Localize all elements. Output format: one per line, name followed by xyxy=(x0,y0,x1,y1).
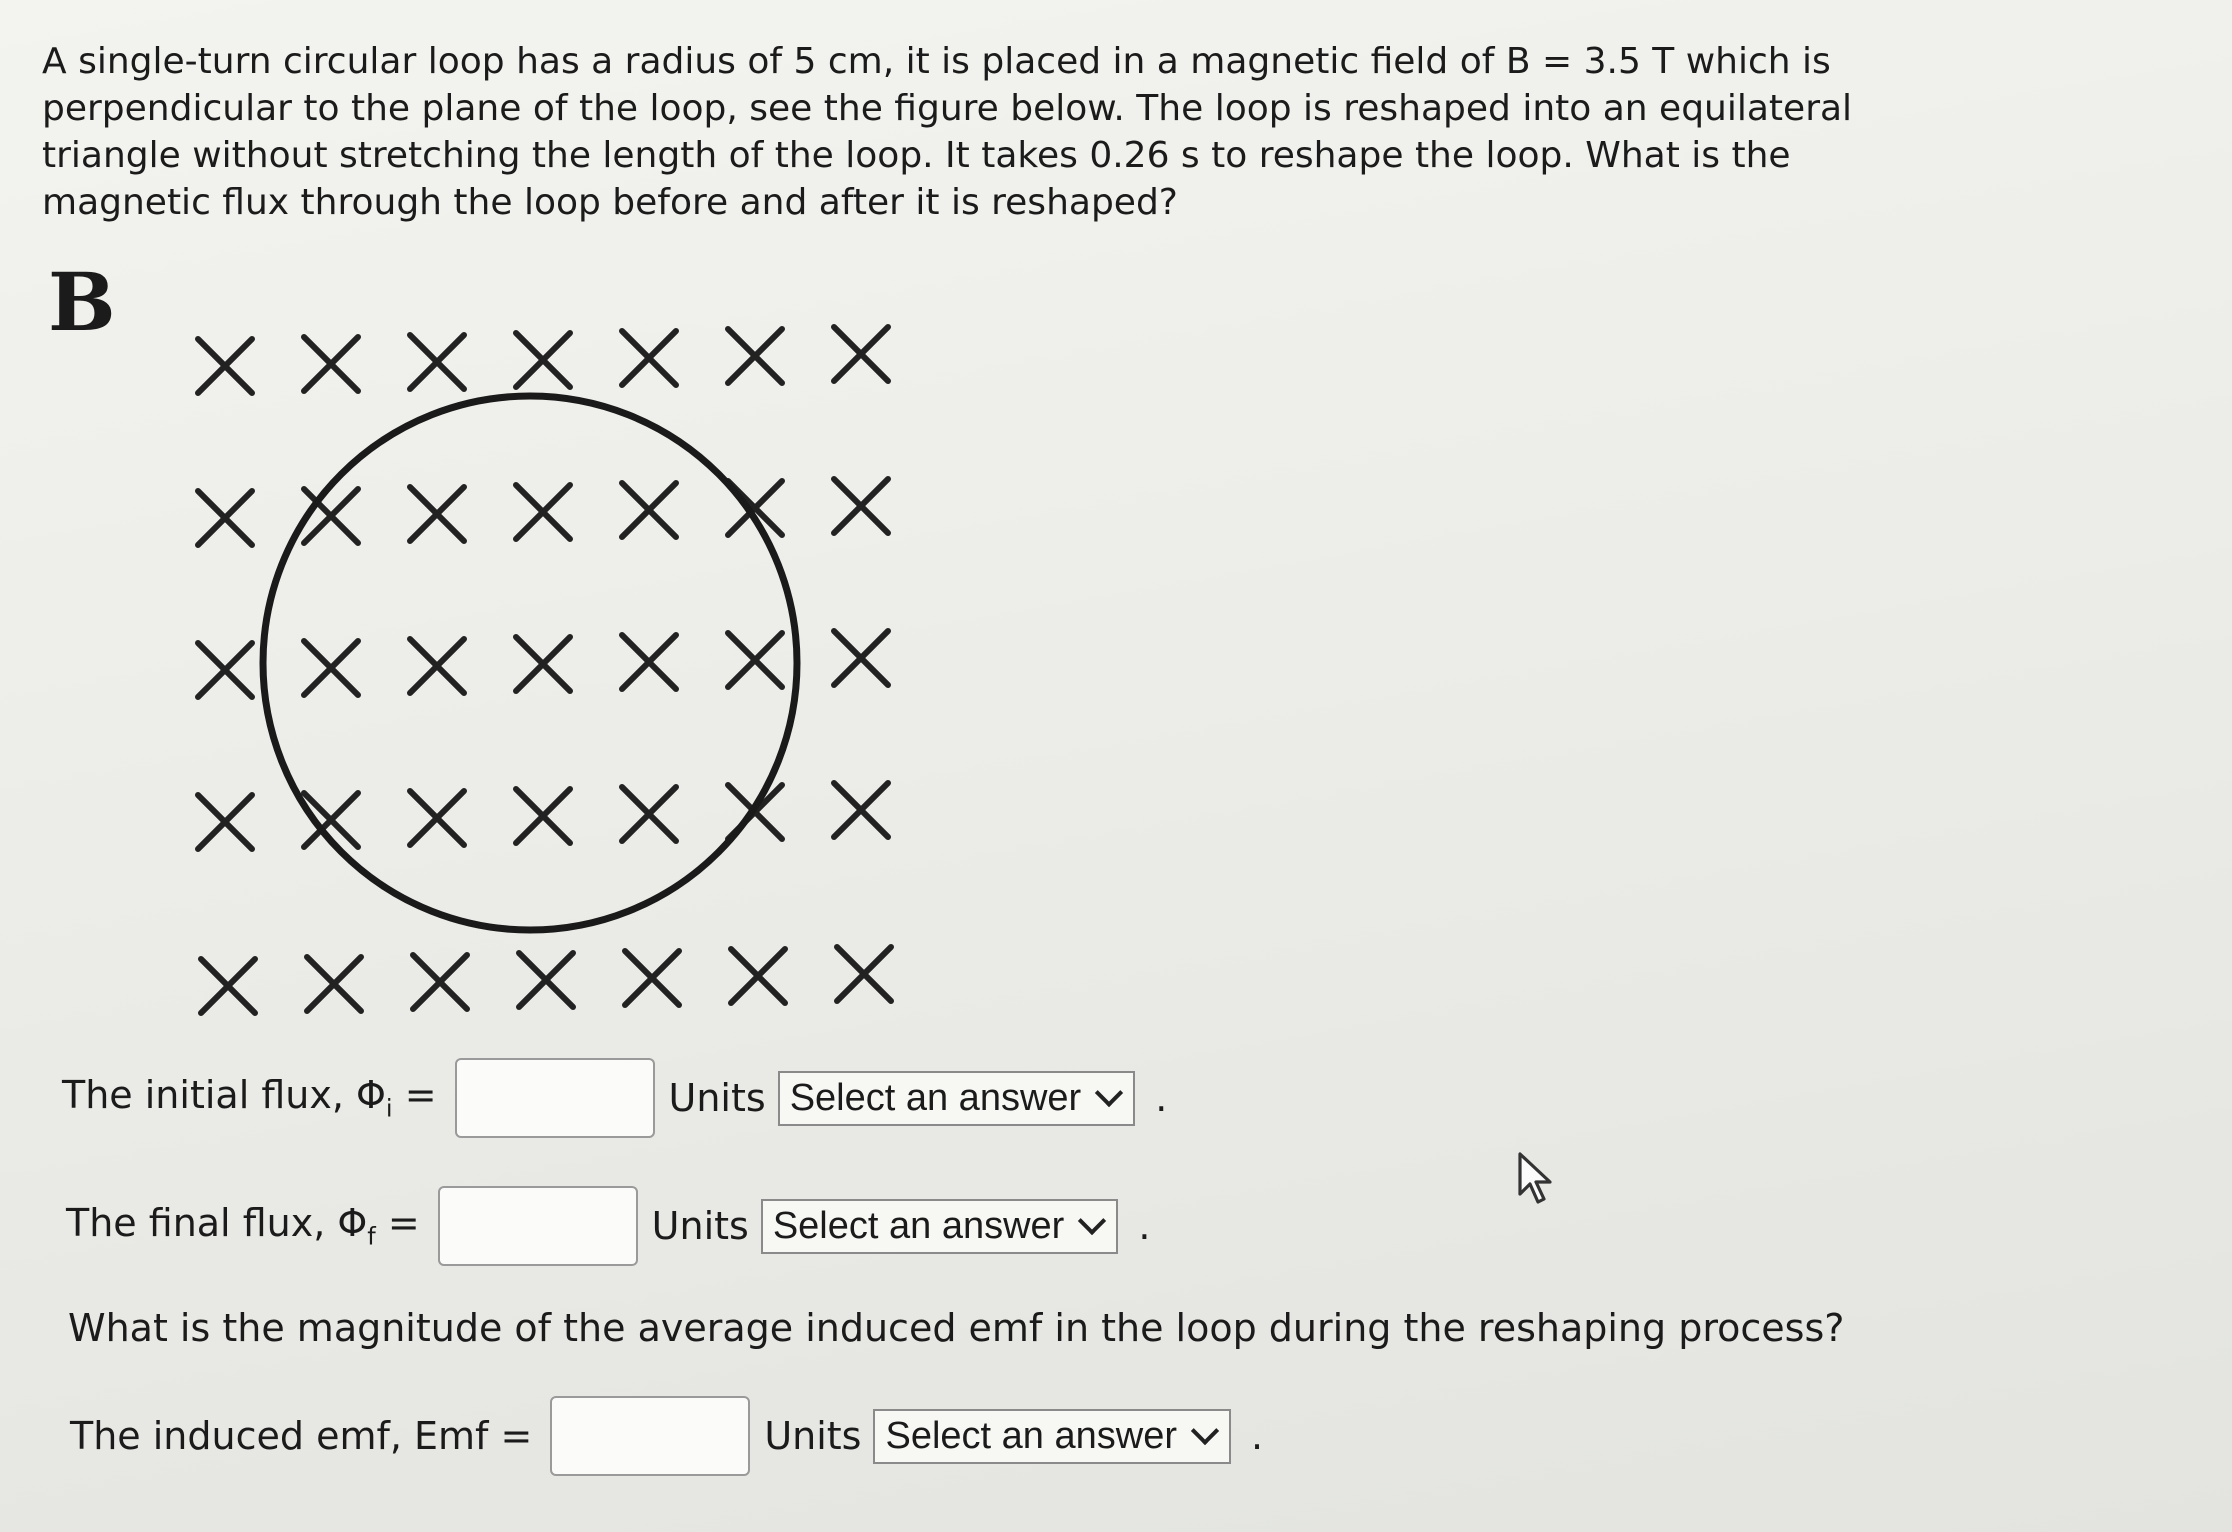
field-x-mark xyxy=(198,795,252,849)
emf-input[interactable] xyxy=(550,1396,750,1476)
chevron-down-icon xyxy=(1095,1079,1123,1107)
magnetic-field-figure xyxy=(0,0,1300,1040)
field-x-mark xyxy=(198,339,252,393)
field-x-mark xyxy=(516,637,570,691)
field-x-mark xyxy=(622,787,676,841)
chevron-down-icon xyxy=(1191,1417,1219,1445)
initial-flux-period: . xyxy=(1155,1076,1168,1120)
final-flux-units-select-value: Select an answer xyxy=(772,1204,1065,1247)
field-x-mark xyxy=(622,635,676,689)
initial-flux-units-label: Units xyxy=(668,1076,766,1120)
field-x-mark xyxy=(410,335,464,389)
field-x-marks xyxy=(198,327,891,1013)
field-x-mark xyxy=(834,327,888,381)
field-x-mark xyxy=(410,639,464,693)
field-x-mark xyxy=(625,951,679,1005)
field-x-mark xyxy=(728,329,782,383)
emf-label: The induced emf, Emf = xyxy=(70,1414,533,1458)
field-x-mark xyxy=(516,789,570,843)
emf-units-select[interactable] xyxy=(873,1409,1231,1464)
field-x-mark xyxy=(304,489,358,543)
field-x-mark xyxy=(413,955,467,1009)
initial-flux-label: The initial flux, $\Phi_i$ = xyxy=(62,1073,437,1123)
initial-flux-row xyxy=(62,1058,1167,1138)
field-x-mark xyxy=(519,953,573,1007)
field-x-mark xyxy=(837,947,891,1001)
final-flux-period: . xyxy=(1138,1204,1151,1248)
final-flux-row xyxy=(66,1186,1150,1266)
field-label: B xyxy=(48,255,116,349)
field-x-mark xyxy=(622,331,676,385)
emf-row xyxy=(70,1396,1263,1476)
mouse-pointer-icon xyxy=(1516,1150,1560,1206)
chevron-down-icon xyxy=(1078,1207,1106,1235)
field-x-mark xyxy=(410,487,464,541)
initial-flux-units-select[interactable] xyxy=(778,1071,1136,1126)
field-x-mark xyxy=(307,957,361,1011)
field-x-mark xyxy=(304,337,358,391)
emf-question-text: What is the magnitude of the average induced emf in the loop during the reshaping process? xyxy=(68,1306,1845,1350)
emf-period: . xyxy=(1250,1414,1264,1458)
field-x-mark xyxy=(834,479,888,533)
emf-units-label: Units xyxy=(764,1414,862,1458)
field-x-mark xyxy=(834,631,888,685)
field-x-mark xyxy=(516,485,570,539)
circular-loop xyxy=(263,396,797,930)
question-text: A single-turn circular loop has a radius of 5 cm, it is placed in a magnetic field of B = 3.5 T which is perpendicular to the plane of the loop, see the figure below. The loop is reshaped into an equilateral triangle without stretching the length of the loop. It takes 0.26 s to reshape the loop. What is the magnetic flux through the loop before and after it is reshaped? xyxy=(42,41,1853,223)
final-flux-label: The final flux, $\Phi_f$ = xyxy=(66,1201,420,1251)
field-x-mark xyxy=(201,959,255,1013)
final-flux-units-label: Units xyxy=(651,1204,749,1248)
field-x-mark xyxy=(731,949,785,1003)
field-x-mark xyxy=(622,483,676,537)
emf-units-select-value: Select an answer xyxy=(885,1414,1177,1457)
field-x-mark xyxy=(198,491,252,545)
initial-flux-units-select-value: Select an answer xyxy=(789,1076,1082,1119)
field-x-mark xyxy=(728,633,782,687)
final-flux-input[interactable] xyxy=(438,1186,638,1266)
field-x-mark xyxy=(834,783,888,837)
field-x-mark xyxy=(410,791,464,845)
field-x-mark xyxy=(198,643,252,697)
initial-flux-input[interactable] xyxy=(455,1058,655,1138)
field-x-mark xyxy=(304,641,358,695)
field-x-mark xyxy=(516,333,570,387)
final-flux-units-select[interactable] xyxy=(761,1199,1119,1254)
